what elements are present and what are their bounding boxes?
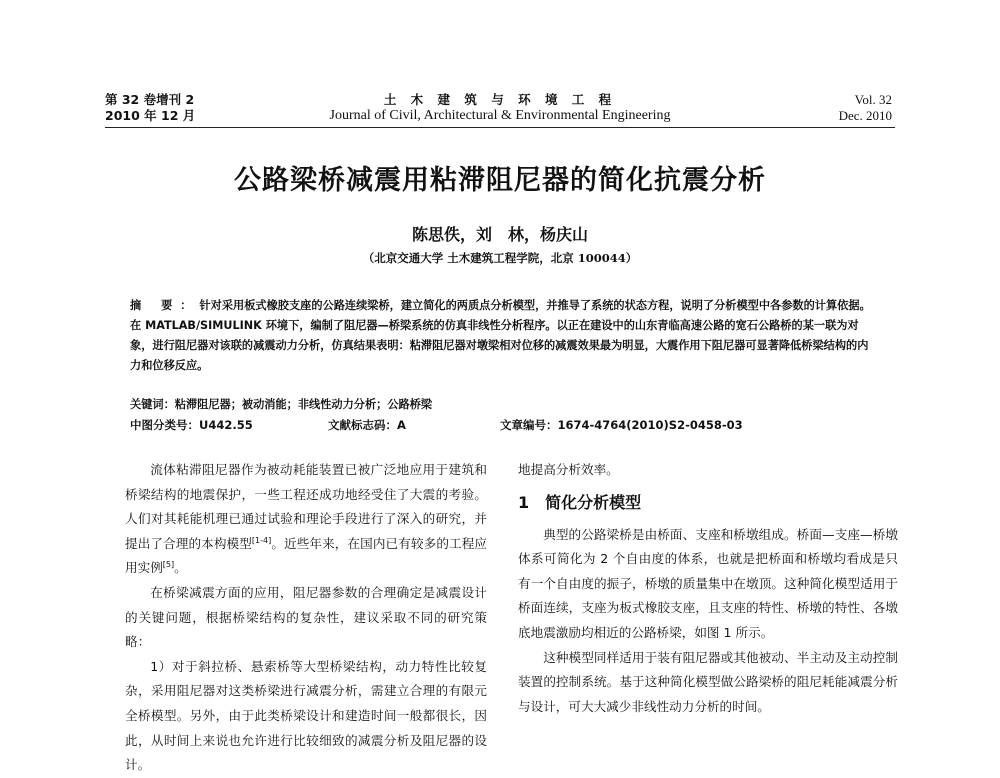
intro-paragraph-2: 在桥梁减震方面的应用，阻尼器参数的合理确定是减震设计的关键问题，根据桥梁结构的复杂性，建议采取不同的研究策略： (125, 584, 487, 650)
intro-paragraph-3: 1）对于斜拉桥、悬索桥等大型桥梁结构，动力特性比较复杂，采用阻尼器对这类桥梁进行减震分析，需建立合理的有限元全桥模型。另外，由于此类桥梁设计和建造时间一般都很长，因此，从时间上来说也允许进行比较细致的减震分析及阻尼器的设计。 (125, 658, 487, 773)
journal-name (300, 92, 700, 124)
header-rule (105, 127, 895, 128)
article-number (500, 417, 743, 433)
journal-name-en: Journal of Civil, Architectural & Environmental Engineering (329, 108, 671, 123)
clc-label: 中图分类号： (130, 418, 199, 432)
document-code (328, 417, 406, 433)
clc-value: U442.55 (199, 418, 253, 432)
volume-en: Vol. 32 (854, 92, 892, 107)
journal-volume-en (839, 92, 892, 124)
intro-text-a: 流体粘滞阻尼器作为被动耗能装置已被广泛地应用于建筑和桥梁结构的地震保护，一些工程还成功地经受住了大震的考验。人们对其耗能机理已通过试验和理论手段进行了深入的研究，并提出了合理的本构模型 (125, 462, 487, 551)
affiliation: （北京交通大学 土木建筑工程学院，北京 100044） (362, 251, 638, 265)
section-title: 简化分析模型 (545, 492, 642, 512)
abstract (130, 296, 875, 376)
intro-text-c: 。 (174, 560, 187, 576)
citation-5: [5] (162, 560, 175, 570)
journal-name-cn: 土 木 建 筑 与 环 境 工 程 (383, 92, 617, 107)
keywords (130, 396, 432, 412)
section-paragraph-1: 典型的公路梁桥是由桥面、支座和桥墩组成。桥面—支座—桥墩体系可简化为 2 个自由度的体系，也就是把桥面和桥墩均看成是只有一个自由度的振子，桥墩的质量集中在墩顶。这种简化模型适用于桥面连续，支座为板式橡胶支座，且支座的特性、桥墩的特性、各墩底地震激励均相近的公路桥梁，如图 1 所示。 (518, 526, 898, 640)
authors: 陈思佚，刘 林，杨庆山 (411, 225, 588, 244)
volume-issue: 第 32 卷增刊 2 (105, 92, 195, 107)
paper-title: 公路梁桥减震用粘滞阻尼器的简化抗震分析 (234, 165, 766, 196)
citation-1-4: [1-4] (251, 535, 272, 545)
continued-paragraph: 地提高分析效率。 (518, 462, 619, 477)
section-heading (518, 491, 898, 515)
intro-text-b: 。近些年来，在国内已有较多的工程应用实例 (125, 535, 488, 576)
article-label: 文章编号： (500, 418, 558, 432)
clc-number (130, 417, 253, 433)
keywords-label: 关键词： (130, 398, 175, 411)
article-value: 1674-4764(2010)S2-0458-03 (557, 418, 743, 432)
keywords-text: 粘滞阻尼器；被动消能；非线性动力分析；公路桥梁 (174, 398, 433, 411)
right-column (518, 458, 898, 719)
left-column (125, 458, 487, 778)
doc-label: 文献标志码： (328, 418, 397, 432)
abstract-label: 摘 要： (130, 299, 200, 312)
abstract-text: 针对采用板式橡胶支座的公路连续梁桥，建立简化的两质点分析模型，并推导了系统的状态方程，说明了分析模型中各参数的计算依据。在 MATLAB/SIMULINK 环境下，编制了阻尼器—桥梁系统的仿真非线性分析程序。以正在建设中的山东青临高速公路的宽石公路桥的某一联为对象，进行阻尼器对该联的减震动力分析，仿真结果表明：粘滞阻尼器对墩梁相对位移的减震效果最为明显，大震作用下阻尼器可显著降低桥梁结构的内力和位移反应。 (130, 299, 871, 372)
section-number: 1 (518, 492, 530, 512)
intro-paragraph-1 (125, 458, 487, 581)
doc-value: A (397, 418, 406, 432)
journal-volume-info (105, 92, 195, 124)
section-paragraph-2: 这种模型同样适用于装有阻尼器或其他被动、半主动及主动控制装置的控制系统。基于这种简化模型做公路梁桥的阻尼耗能减震分析与设计，可大大减少非线性动力分析的时间。 (518, 649, 898, 714)
publication-date-cn: 2010 年 12 月 (105, 108, 196, 123)
publication-date-en: Dec. 2010 (838, 108, 892, 123)
